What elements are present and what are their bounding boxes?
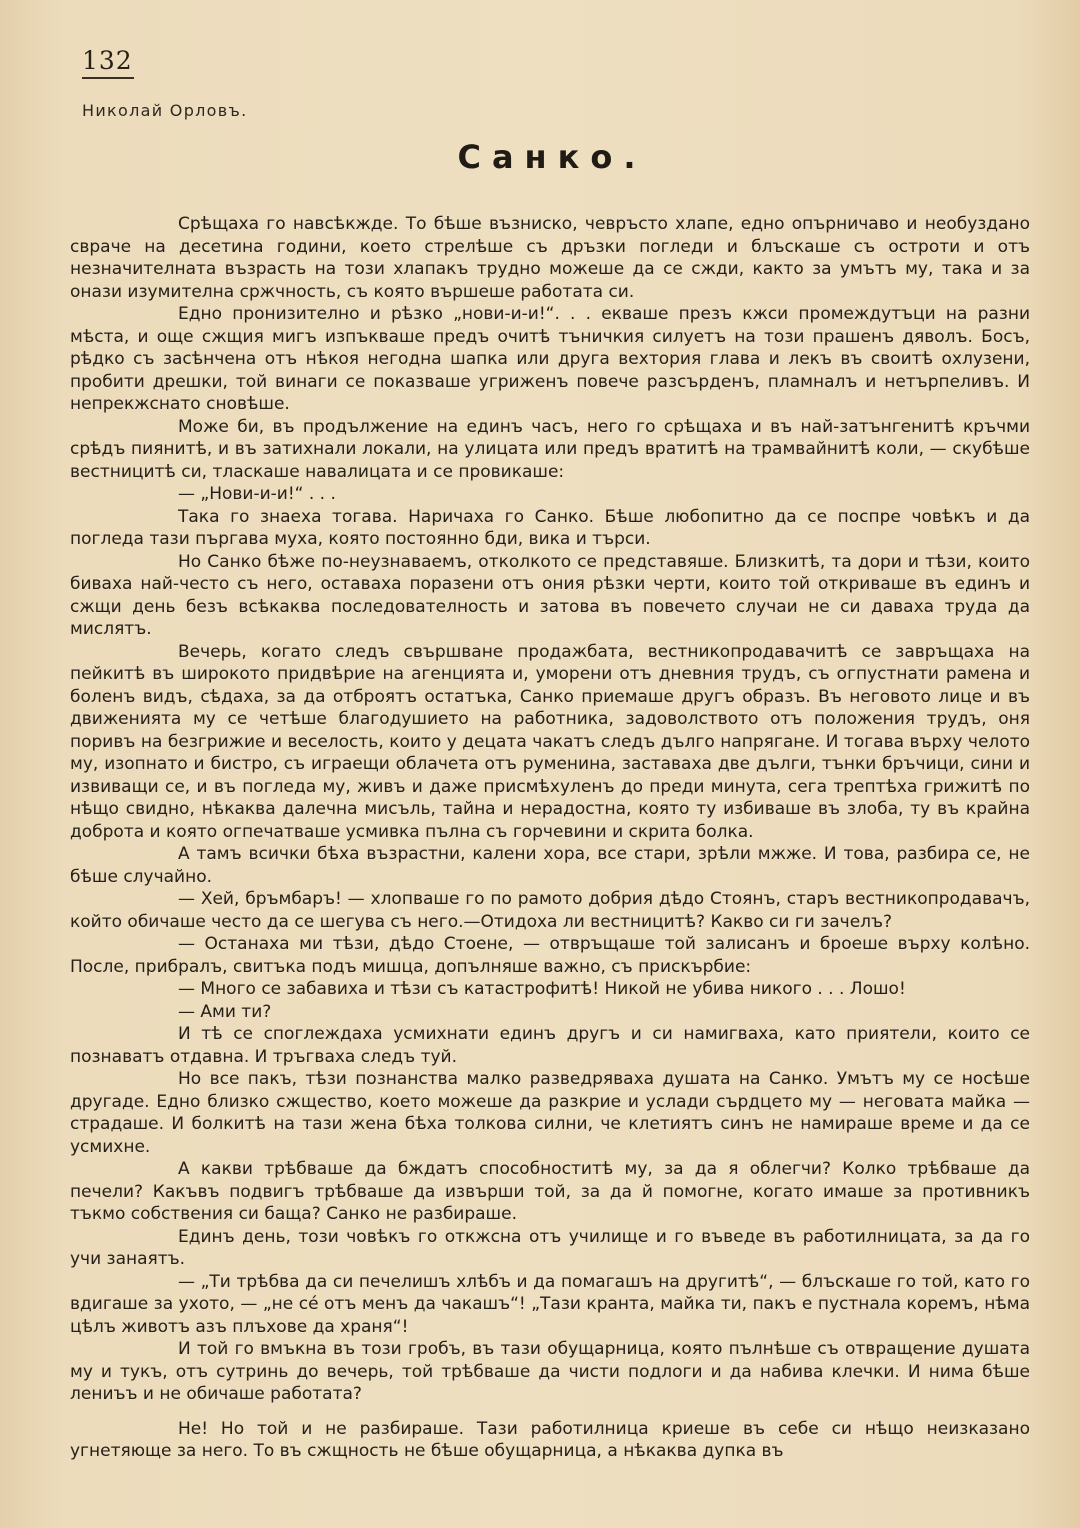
paragraph: Не! Но той и не разбираше. Тази работилница криеше въ себе си нѣщо неизказано угнетяюще за него. То въ сжщность не бѣше обущарница, а нѣкаква дупка въ [70, 1418, 1030, 1461]
paragraph: Така го знаеха тогава. Наричаха го Санко. Бѣше любопитно да се поспре човѣкъ и да погледа тази пъргава муха, която постоянно бди, вика и търси. [70, 506, 1030, 549]
paragraph: Едно пронизително и рѣзко „нови-и-и!“. . . екваше презъ кжси промеждутъци на разни мѣста, и още сжщия мигъ изпъкваше предъ очитѣ тъничкия силуетъ на този прашенъ дяволъ. Босъ, рѣдко съ засѣнчена отъ нѣкоя негодна шапка или друга вехтория глава и лекъ въ своитѣ охлузени, пробити дрешки, той винаги се показваше угриженъ повече разсърденъ, пламналъ и нетърпеливъ. И непрекжснато сновѣше. [70, 304, 1030, 414]
paragraph: — Останаха ми тѣзи, дѣдо Стоене, — отвръщаше той залисанъ и броеше върху колѣно. После, прибралъ, свитъка подъ мишца, допълняше важно, съ прискърбие: [70, 934, 1030, 977]
story-body [70, 213, 1030, 1463]
paragraph: — „Ти трѣбва да си печелишъ хлѣбъ и да помагашъ на другитѣ“, — блъскаше го той, като го вдигаше за ухото, — „не сé отъ менъ да чакашъ“! „Тази кранта, майка ти, пакъ е пустнала коремъ, нѣма цѣлъ животъ азъ плъхове да храня“! [70, 1271, 1030, 1337]
paragraph: И тѣ се споглеждаха усмихнати единъ другъ и си намигваха, като приятели, които се познаватъ отдавна. И тръгваха следъ туй. [70, 1024, 1030, 1067]
page-number: 132 [82, 46, 134, 79]
paragraph: Единъ день, този човѣкъ го откжсна отъ училище и го въведе въ работилницата, за да го учи занаятъ. [70, 1226, 1030, 1269]
paragraph: — Ами ти? [178, 1001, 272, 1022]
paragraph: — „Нови-и-и!“ . . . [178, 484, 336, 504]
author-name: Николай Орловъ. [82, 101, 248, 120]
story-title: Санко. [457, 138, 647, 176]
paragraph: Вечерь, когато следъ свършване продажбата, вестникопродавачитѣ се завръщаха на пейкитѣ въ широкото придвѣрие на агенцията и, уморени отъ дневния трудъ, съ огпустнати рамена и боленъ видъ, сѣдаха, за да отброятъ остатъка, Санко приемаше другъ образъ. Въ неговото лице и въ движенията му се четѣше благодушието на работника, задоволството отъ положения трудъ, оня поривъ на безгрижие и веселость, които у децата чакатъ следъ дълго напрягане. И тогава върху челото му, изопнато и бистро, съ играещи облачета отъ руменина, заставаха две дълги, тънки бръчици, сини и извиващи се, и въ погледа му, живъ и даже присмѣхуленъ до преди минута, сега трептѣха грижитѣ по нѣщо свидно, нѣкаква далечна мисъль, тайна и нерадостна, която ту избиваше въ злоба, ту въ крайна доброта и която огпечатваше усмивка пълна съ горчевини и скрита болка. [70, 641, 1030, 842]
paragraph: Но Санко бѣже по-неузнаваемъ, отколкото се представяше. Близкитѣ, та дори и тѣзи, които биваха най-често съ него, оставаха поразени отъ ония рѣзки черти, които той откриваше въ единъ и сжщи день безъ всѣкаква последователность и затова въ повечето случаи не си даваха труда да мислятъ. [70, 551, 1030, 639]
paragraph: А какви трѣбваше да бждатъ способноститѣ му, за да я облегчи? Колко трѣбваше да печели? Какъвъ подвигъ трѣбваше да извърши той, за да й помогне, когато имаше за противникъ тъкмо собствения си баща? Санко не разбираше. [70, 1159, 1030, 1224]
paragraph: И той го вмъкна въ този гробъ, въ тази обущарница, която пълнѣше съ отвращение душата му и тукъ, отъ сутринь до вечерь, той трѣбваше да чисти подлоги и да набива клечки. И нима бѣше лениъъ и не обичаше работата? [70, 1339, 1030, 1404]
paragraph: — Хей, бръмбаръ! — хлопваше го по рамото добрия дѣдо Стоянъ, старъ вестникопродавачъ, който обичаше често да се шегува съ него.—Отидоха ли вестницитѣ? Какво си ги зачелъ? [70, 889, 1030, 932]
paragraph: Срѣщаха го навсѣкжде. То бѣше възниско, чевръсто хлапе, едно опърничаво и необуздано свраче на десетина години, което стрелѣше съ дръзки погледи и блъскаше съ остроти и отъ незначителната възрасть на този хлапакъ трудно можеше да се сжди, както за умътъ му, така и за онази изумителна сржчность, съ която вършеше работата си. [70, 214, 1030, 302]
paragraph: — Много се забавиха и тѣзи съ катастрофитѣ! Никой не убива никого . . . Лошо! [178, 979, 906, 999]
paragraph: Може би, въ продължение на единъ часъ, него го срѣщаха и въ най-затънгенитѣ кръчми срѣдъ пиянитѣ, и въ затихнали локали, на улицата или предъ вратитѣ на трамвайнитѣ коли, — скубѣше вестницитѣ си, тласкаше навалицата и се провикаше: [70, 416, 1030, 482]
paragraph: А тамъ всички бѣха възрастни, калени хора, все стари, зрѣли мжже. И това, разбира се, не бѣше случайно. [70, 844, 1030, 887]
paragraph: Но все пакъ, тѣзи познанства малко разведряваха душата на Санко. Умътъ му се носѣше другаде. Едно близко сжщество, което можеше да разкрие и услади сърдцето му — неговата майка — страдаше. И болкитѣ на тази жена бѣха толкова силни, че клетиятъ синъ не намираше време и да се усмихне. [70, 1069, 1030, 1157]
